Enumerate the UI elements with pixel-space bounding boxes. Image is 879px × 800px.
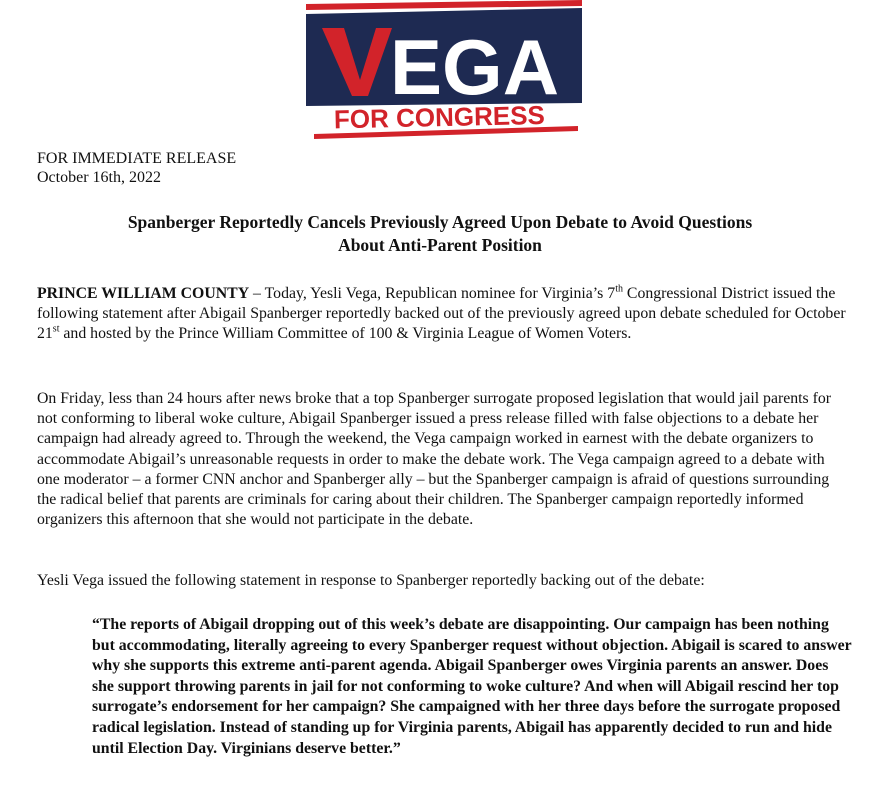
- release-header: [37, 149, 236, 187]
- intro-text-c: and hosted by the Prince William Committee of 100 & Virginia League of Women Voters.: [59, 325, 632, 343]
- intro-sup-a: th: [615, 283, 623, 295]
- dateline: PRINCE WILLIAM COUNTY: [37, 285, 250, 302]
- headline: [30, 211, 850, 257]
- paragraph-intro: [37, 284, 847, 345]
- intro-sup-b: st: [52, 324, 60, 336]
- release-label: FOR IMMEDIATE RELEASE: [37, 150, 237, 167]
- vega-quote: “The reports of Abigail dropping out of this week’s debate are disappointing. Our campaign has been nothing but accommodating, literally agreeing to every Spanberger request without objection. Abigail is scared to answer why she supports this extreme anti-parent agenda. Abigail Spanberger owes Virginia parents an answer. Does she support throwing parents in jail for not conforming to woke culture? And when will Abigail rescind her top surrogate’s endorsement for her campaign? She campaigned with her three days before the surrogate proposed radical legislation. Instead of standing up for Virginia parents, Abigail has apparently decided to run and hide until Election Day. Virginians deserve better.”: [92, 616, 852, 757]
- intro-text-a: – Today, Yesli Vega, Republican nominee for Virginia’s 7: [249, 285, 616, 302]
- release-date: October 16th, 2022: [37, 169, 161, 186]
- intro-text-b: Congressional District issued the following statement after Abigail Spanberger reportedly backed out of the previously agreed upon debate scheduled for October 21: [37, 285, 846, 343]
- logo-tagline: FOR CONGRESS: [333, 99, 546, 135]
- paragraph-body: On Friday, less than 24 hours after news broke that a top Spanberger surrogate proposed legislation that would jail parents for not conforming to liberal woke culture, Abigail Spanberger issued a press release filled with false objections to a debate her campaign had already agreed to. Through the weekend, the Vega campaign worked in earnest with the debate organizers to accommodate Abigail’s unreasonable requests in order to make the debate work. The Vega campaign agreed to a debate with one moderator – a former CNN anchor and Spanberger ally – but the Spanberger campaign is afraid of questions surrounding the radical belief that parents are criminals for caring about their children. The Spanberger campaign reportedly informed organizers this afternoon that she would not participate in the debate.: [37, 390, 832, 529]
- headline-line-2: About Anti-Parent Position: [338, 235, 542, 255]
- vega-logo-graphic: [300, 0, 590, 150]
- campaign-logo: [300, 0, 590, 150]
- paragraph-statement-intro: Yesli Vega issued the following statement in response to Spanberger reportedly backing out of the debate:: [37, 572, 705, 589]
- logo-ega-text: EGA: [390, 23, 560, 111]
- logo-top-stripe: [306, 0, 582, 10]
- headline-line-1: Spanberger Reportedly Cancels Previously Agreed Upon Debate to Avoid Questions: [127, 212, 753, 232]
